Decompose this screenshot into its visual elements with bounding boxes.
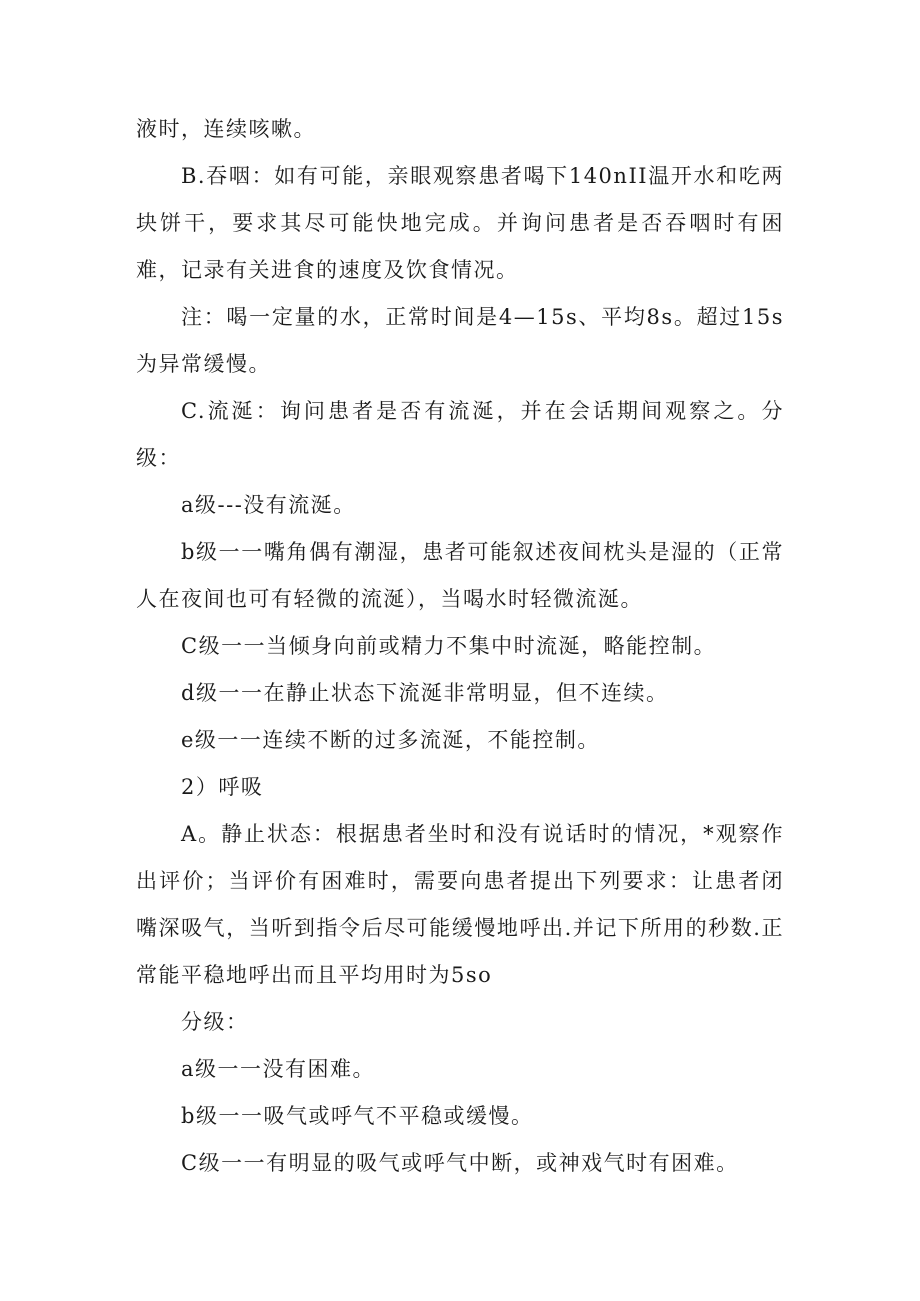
paragraph: C级一一当倾身向前或精力不集中时流涎，略能控制。 xyxy=(181,634,717,658)
paragraph: 2）呼吸 xyxy=(181,775,264,799)
paragraph: 注：喝一定量的水，正常时间是4—15s、平均8s。超过15s为异常缓慢。 xyxy=(136,305,784,376)
document-body xyxy=(0,106,920,1187)
paragraph: d级一一在静止状态下流涎非常明显，但不连续。 xyxy=(181,681,669,705)
paragraph: 分级： xyxy=(181,1010,249,1034)
paragraph: A。静止状态：根据患者坐时和没有说话时的情况，*观察作出评价；当评价有困难时，需要向患者提出下列要求：让患者闭嘴深吸气，当听到指令后尽可能缓慢地呼出.并记下所用的秒数.正常能平稳地呼出而且平均用时为5so xyxy=(136,822,784,987)
paragraph: a级---没有流涎。 xyxy=(181,493,356,517)
paragraph: C.流涎：询问患者是否有流涎，并在会话期间观察之。分级： xyxy=(136,399,784,470)
paragraph: a级一一没有困难。 xyxy=(181,1057,376,1081)
paragraph: C级一一有明显的吸气或呼气中断，或神戏气时有困难。 xyxy=(181,1151,739,1175)
paragraph: e级一一连续不断的过多流涎，不能控制。 xyxy=(181,728,600,752)
paragraph: 液时，连续咳嗽。 xyxy=(136,117,316,141)
paragraph: b级一一嘴角偶有潮湿，患者可能叙述夜间枕头是湿的（正常人在夜间也可有轻微的流涎），当喝水时轻微流涎。 xyxy=(136,540,784,611)
paragraph: B.吞咽：如有可能，亲眼观察患者喝下140nII温开水和吃两块饼干，要求其尽可能快地完成。并询问患者是否吞咽时有困难，记录有关进食的速度及饮食情况。 xyxy=(136,164,784,282)
paragraph: b级一一吸气或呼气不平稳或缓慢。 xyxy=(181,1104,534,1128)
